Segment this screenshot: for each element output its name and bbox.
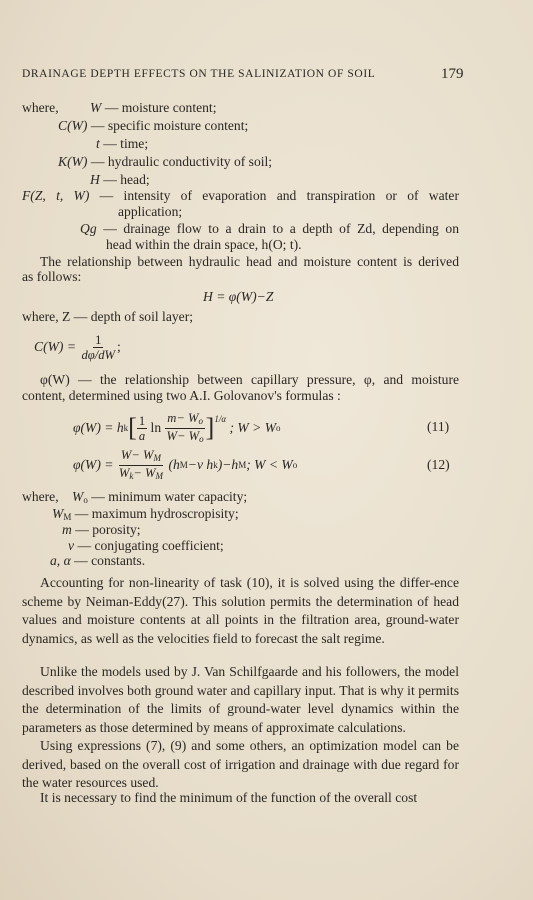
def-f: F(Z, t, W) — intensity of evaporation and transpiration or of water <box>22 188 459 203</box>
def-v: v — conjugating coefficient; <box>68 538 224 553</box>
def-wo: $W_o$ — minimum water capacity; <box>72 489 248 505</box>
page-number: 179 <box>441 66 464 82</box>
equation-12: φ(W) = $\frac{W- W_M}{W_k- W_M}$ (h M −v h k )−h M ; W < W o <box>73 447 298 481</box>
relation-line-2: as follows: <box>22 269 82 284</box>
where-label-2: where, <box>22 489 59 504</box>
def-m: m — porosity; <box>62 522 141 537</box>
paragraph-unlike: Unlike the models used by J. Van Schilfgaarde and his followers, the model described involves both ground water and capillary input. That is why it permits the determination of the limits of ground-water level dynamics within the parameters as those determined by means of approximate calculations. <box>22 664 459 735</box>
where-z: where, Z — depth of soil layer; <box>22 309 194 324</box>
equation-11: φ(W) = h k [ $\frac{1}{a}$ ln $\frac{m- W_o}{W- W_o}$ ] $^{1/\alpha}$ ; W > W o <box>73 410 281 444</box>
relation-line-1: The relationship between hydraulic head and moisture content is derived <box>40 254 459 269</box>
def-kw: K(W) — hydraulic conductivity of soil; <box>58 154 273 169</box>
paragraph-expressions: Using expressions (7), (9) and some others, an optimization model can be derived, based on the overall cost of irrigation and drainage with due regard for the water resources used. <box>22 738 459 791</box>
def-wm: $W_M$ — maximum hydroscropisity; <box>52 506 239 522</box>
def-cw: C(W) — specific moisture content; <box>58 118 249 133</box>
where-label-1: where, <box>22 100 59 115</box>
def-a-alpha: a, α — constants. <box>50 553 146 568</box>
phi-line-1: φ(W) — the relationship between capillary pressure, φ, and moisture <box>40 372 459 387</box>
paragraph-accounting: Accounting for non-linearity of task (10), it is solved using the differ-ence scheme by Neiman-Eddy(27). This solution permits the determination of head values and moisture contents at all points in the filtration area, ground-water dynamics, as well as the velocities field to forecast the salt regime. <box>22 575 459 646</box>
def-w: W — moisture content; <box>90 100 217 115</box>
def-f-cont: application; <box>118 204 183 219</box>
running-header: DRAINAGE DEPTH EFFECTS ON THE SALINIZATION OF SOIL <box>22 68 376 80</box>
equation-h: H = φ(W)−Z <box>203 289 274 304</box>
paragraph-minimum: It is necessary to find the minimum of the function of the overall cost <box>40 790 418 805</box>
equation-cw: C(W) = $\frac{1}{d\varphi/dW}$ ; <box>34 332 121 362</box>
def-h: H — head; <box>90 172 150 187</box>
equation-12-number: (12) <box>427 457 450 472</box>
def-qg: Qg — drainage flow to a drain to a depth of Zd, depending on <box>80 221 459 236</box>
phi-line-2: content, determined using two A.I. Golovanov's formulas : <box>22 388 341 403</box>
def-t: t — time; <box>96 136 149 151</box>
def-qg-cont: head within the drain space, h(O; t). <box>106 237 302 252</box>
equation-11-number: (11) <box>427 419 450 434</box>
